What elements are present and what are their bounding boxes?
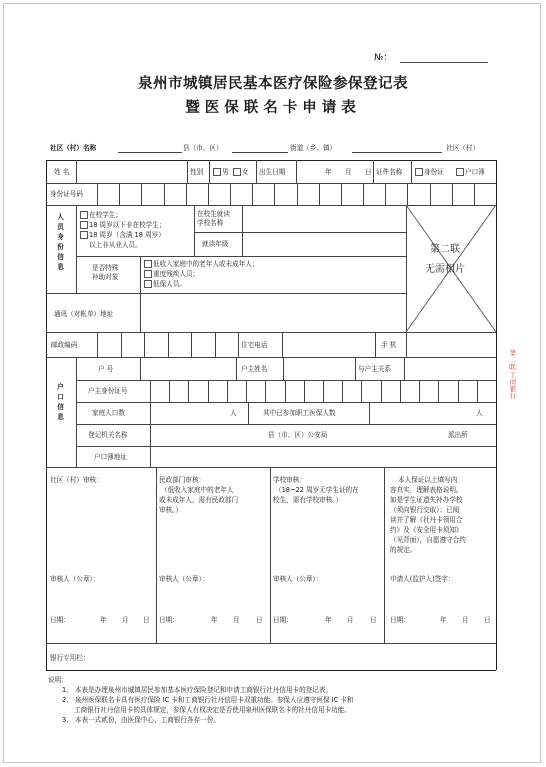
date-label-1: 日期： bbox=[50, 616, 70, 624]
digit-cell-divider bbox=[164, 183, 165, 205]
identity-side-label: 人员身份信息 bbox=[57, 213, 64, 271]
pledge-line-5: 读并了解《社丹卡领用合 bbox=[390, 516, 463, 524]
home-phone-label: 住宅电话 bbox=[241, 341, 268, 349]
digit-cell-divider bbox=[230, 183, 231, 205]
civil-review-line3: 或未成年人，需有民政部门 bbox=[159, 496, 239, 504]
reg-office-label: 登记机关名称 bbox=[88, 431, 128, 439]
date-day-1: 日 bbox=[143, 616, 150, 624]
hukou-book-checkbox[interactable] bbox=[456, 168, 464, 176]
digit-cell-divider bbox=[341, 183, 342, 205]
date-year-1: 年 bbox=[100, 616, 107, 624]
male-label: 男 bbox=[222, 168, 229, 176]
insured-count-unit: 人 bbox=[476, 409, 483, 417]
digit-cell-divider bbox=[363, 183, 364, 205]
school-review-line3: 校生，需有学校审核。） bbox=[273, 496, 343, 504]
digit-cell-divider bbox=[361, 380, 362, 402]
digit-cell-divider bbox=[227, 380, 228, 402]
family-count-unit: 人 bbox=[230, 409, 237, 417]
digit-cell-divider bbox=[246, 380, 247, 402]
dibao-option: 低保人员。 bbox=[153, 280, 186, 288]
family-count-label: 家庭人口数 bbox=[92, 409, 125, 417]
form-subtitle: 暨医保联名卡申请表 bbox=[185, 99, 361, 116]
dibao-checkbox[interactable] bbox=[144, 280, 152, 288]
digit-cell-divider bbox=[265, 380, 266, 402]
police-station-label: 派出所 bbox=[448, 431, 468, 439]
over18-checkbox[interactable] bbox=[80, 231, 88, 239]
id-card-label: 身份证 bbox=[424, 168, 444, 176]
digit-cell-divider bbox=[319, 183, 320, 205]
digit-cell-divider bbox=[144, 332, 145, 357]
photo-note-line1: 第二联 bbox=[430, 244, 460, 255]
postcode-label: 邮政编码 bbox=[51, 341, 78, 349]
note-3: 3、 本表一式贰份，由医保中心、工商银行各存一份。 bbox=[62, 716, 220, 724]
over18-option-line2: 以上非从业人员。 bbox=[89, 241, 142, 249]
school-review-line1: 学校审核： bbox=[273, 476, 306, 484]
date-month-1: 月 bbox=[122, 616, 129, 624]
digit-cell-divider bbox=[385, 183, 386, 205]
digit-cell-divider bbox=[342, 380, 343, 402]
digit-cell-divider bbox=[188, 380, 189, 402]
date-month-4: 月 bbox=[462, 616, 469, 624]
pledge-line-2: 容真实，理解表格说明。 bbox=[390, 486, 463, 494]
digit-cell-divider bbox=[208, 380, 209, 402]
digit-cell-divider bbox=[119, 183, 120, 205]
street-label: 街道（乡、镇） bbox=[290, 144, 337, 152]
digit-cell-divider bbox=[168, 332, 169, 357]
note-2: 2、 泉州医保联名卡具有医疗保险 IC 卡和工商银行社丹信用卡双重功能。参保人应遵守医保 IC 卡和 bbox=[62, 696, 354, 704]
grade-label: 就读年级 bbox=[202, 240, 229, 248]
date-label-3: 日期： bbox=[273, 616, 293, 624]
digit-cell-divider bbox=[121, 332, 122, 357]
date-year-4: 年 bbox=[440, 616, 447, 624]
digit-cell-divider bbox=[297, 183, 298, 205]
civil-review-line2: （低收入家庭中的老年人 bbox=[161, 486, 234, 494]
male-checkbox[interactable] bbox=[213, 168, 221, 176]
community-name-label: 社区（村）名称 bbox=[50, 144, 97, 152]
digit-cell-divider bbox=[474, 183, 475, 205]
digit-cell-divider bbox=[274, 183, 275, 205]
student-checkbox[interactable] bbox=[80, 211, 88, 219]
date-label-2: 日期： bbox=[159, 616, 179, 624]
note-1: 1、 本表是办理泉州市城镇居民参加基本医疗保险登记和申请工商银行社丹信用卡的登记表。 bbox=[62, 686, 333, 694]
birth-month-label: 月 bbox=[345, 168, 352, 176]
civil-review-line1: 民政部门审核： bbox=[159, 476, 206, 484]
community-label: 社区（村） bbox=[446, 144, 479, 152]
hukou-address-label: 户口簿地址 bbox=[94, 453, 127, 461]
date-day-3: 日 bbox=[370, 616, 377, 624]
relation-label: 与户主关系 bbox=[358, 365, 391, 373]
household-no-label: 户 号 bbox=[98, 365, 114, 373]
date-day-2: 日 bbox=[256, 616, 263, 624]
digit-cell-divider bbox=[169, 380, 170, 402]
digit-cell-divider bbox=[458, 380, 459, 402]
pledge-line-3: 如是学生证遗失补办学校 bbox=[390, 496, 463, 504]
date-year-2: 年 bbox=[211, 616, 218, 624]
pledge-line-4: （须向银行交取）；已阅 bbox=[390, 506, 460, 514]
digit-cell-divider bbox=[208, 183, 209, 205]
community-review-label: 社区（村）审核： bbox=[50, 476, 103, 484]
digit-cell-divider bbox=[191, 332, 192, 357]
disabled-option: 重度残疾人员； bbox=[153, 270, 200, 278]
low-income-option: 低收入家庭中的老年人或未成年人； bbox=[153, 260, 259, 268]
community-reviewer-seal: 审核人（公章）： bbox=[50, 575, 100, 583]
digit-cell-divider bbox=[381, 380, 382, 402]
form-page bbox=[3, 3, 541, 763]
school-name-label-2: 学校名称 bbox=[197, 219, 224, 227]
school-reviewer-seal: 审核人（公章）： bbox=[273, 575, 323, 583]
digit-cell-divider bbox=[430, 183, 431, 205]
id-type-label: 证件名称 bbox=[376, 168, 403, 176]
under18-option: 18 周岁以下非在校学生； bbox=[89, 221, 166, 229]
mobile-label: 手 机 bbox=[381, 341, 397, 349]
digit-cell-divider bbox=[400, 380, 401, 402]
digit-cell-divider bbox=[438, 380, 439, 402]
school-name-label-1: 在校生就读 bbox=[197, 210, 230, 218]
hukou-book-label: 户口簿 bbox=[465, 168, 485, 176]
county-label: 县（市、区） bbox=[183, 144, 223, 152]
digit-cell-divider bbox=[323, 380, 324, 402]
date-day-4: 日 bbox=[484, 616, 491, 624]
public-security-label: 县（市、区）公安局 bbox=[268, 431, 328, 439]
date-month-3: 月 bbox=[347, 616, 354, 624]
female-checkbox[interactable] bbox=[233, 168, 241, 176]
name-label: 姓 名 bbox=[54, 168, 70, 176]
pledge-line-8: 的规定。 bbox=[390, 546, 417, 554]
birth-year-label: 年 bbox=[325, 168, 332, 176]
digit-cell-divider bbox=[304, 380, 305, 402]
digit-cell-divider bbox=[285, 380, 286, 402]
low-income-checkbox[interactable] bbox=[144, 260, 152, 268]
digit-cell-divider bbox=[477, 380, 478, 402]
bank-use-label: 银行专用栏： bbox=[50, 654, 90, 662]
digit-cell-divider bbox=[407, 183, 408, 205]
birth-day-label: 日 bbox=[365, 168, 372, 176]
hukou-side-label: 户口信息 bbox=[57, 383, 64, 421]
digit-cell-divider bbox=[215, 332, 216, 357]
civil-reviewer-seal: 审核人（公章）： bbox=[159, 575, 209, 583]
date-label-4: 日期： bbox=[390, 616, 410, 624]
applicant-signature: 申请人(监护人)签字： bbox=[390, 575, 455, 583]
head-id-label: 户主身份证号 bbox=[88, 387, 128, 395]
id-card-checkbox[interactable] bbox=[415, 168, 423, 176]
notes-heading: 说明： bbox=[48, 676, 68, 684]
birth-date-label: 出生日期 bbox=[259, 168, 286, 176]
address-label: 通讯（对帐单）地址 bbox=[54, 310, 114, 318]
gender-label: 性别 bbox=[190, 168, 204, 176]
school-review-line2: （18~22 周岁无学生证的在 bbox=[275, 486, 359, 494]
copy-margin-note: 第二联：工商银行 bbox=[509, 349, 522, 401]
over18-option-line1: 18 周岁（含满 18 周岁） bbox=[89, 231, 165, 239]
digit-cell-divider bbox=[419, 380, 420, 402]
pledge-line-6: 约》及《安全用卡须知》 bbox=[390, 526, 463, 534]
serial-number-label: №： bbox=[374, 53, 393, 63]
form-title: 泉州市城镇居民基本医疗保险参保登记表 bbox=[138, 75, 408, 92]
head-name-label: 户主姓名 bbox=[241, 365, 268, 373]
digit-cell-divider bbox=[186, 183, 187, 205]
disabled-checkbox[interactable] bbox=[144, 270, 152, 278]
id-number-label: 身份证号码 bbox=[50, 190, 83, 198]
digit-cell-divider bbox=[141, 183, 142, 205]
digit-cell-divider bbox=[252, 183, 253, 205]
female-label: 女 bbox=[242, 168, 249, 176]
photo-note-line2: 无需相片 bbox=[425, 264, 465, 275]
special-label-1: 是否特殊 bbox=[92, 264, 119, 272]
special-label-2: 补助对象 bbox=[92, 273, 119, 281]
serial-number-line bbox=[400, 62, 488, 63]
under18-checkbox[interactable] bbox=[80, 221, 88, 229]
student-option: 在校学生； bbox=[89, 211, 122, 219]
pledge-line-1: 本人保证以上填写内 bbox=[398, 476, 458, 484]
pledge-line-7: （见背面），自愿遵守合约 bbox=[390, 536, 466, 544]
civil-review-line4: 审核。） bbox=[159, 506, 183, 514]
note-2-cont: 工商银行社丹信用卡的具体规定，参保人有权决定是否使用泉州医保联名卡的社丹信用卡功能。 bbox=[74, 706, 351, 714]
digit-cell-divider bbox=[452, 183, 453, 205]
date-year-3: 年 bbox=[325, 616, 332, 624]
date-month-2: 月 bbox=[233, 616, 240, 624]
insured-count-label: 其中已参加职工医保人数 bbox=[263, 409, 336, 417]
